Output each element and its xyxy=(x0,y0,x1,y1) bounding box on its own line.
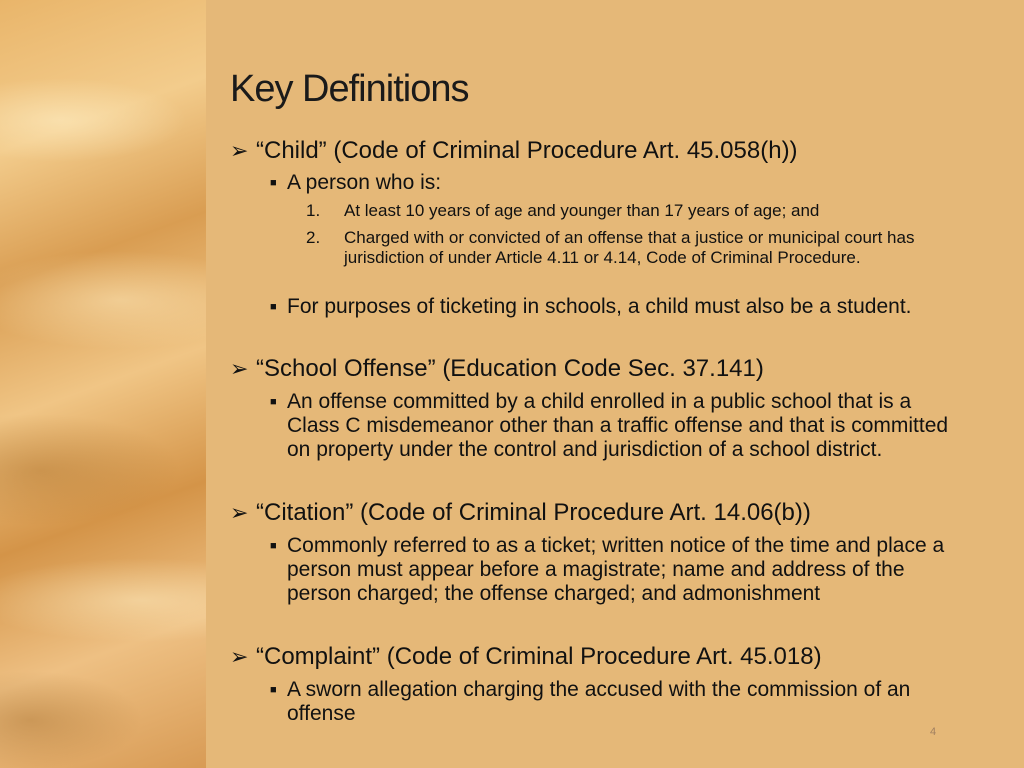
square-bullet-icon: ■ xyxy=(270,684,277,696)
arrowhead-bullet-icon: ➢ xyxy=(230,138,249,163)
square-bullet-icon: ■ xyxy=(270,301,277,313)
bullet-item: ■ Commonly referred to as a ticket; written notice of the time and place a person must appear before a magistrate; name and address of the person charged; the offense charged; and admonishment xyxy=(270,534,945,605)
definition-heading-complaint: ➢ “Complaint” (Code of Criminal Procedure Art. 45.018) xyxy=(230,643,822,670)
bullet-item: ■ For purposes of ticketing in schools, a child must also be a student. xyxy=(270,295,912,318)
definition-heading-child: ➢ “Child” (Code of Criminal Procedure Art. 45.058(h)) xyxy=(230,137,798,164)
square-bullet-icon: ■ xyxy=(270,540,277,552)
numbered-item: 1. At least 10 years of age and younger than 17 years of age; and xyxy=(306,201,820,220)
slide-title: Key Definitions xyxy=(230,68,469,110)
square-bullet-icon: ■ xyxy=(270,177,277,189)
bullet-item: ■ A person who is: xyxy=(270,171,442,194)
square-bullet-icon: ■ xyxy=(270,396,277,408)
definition-heading-school-offense: ➢ “School Offense” (Education Code Sec. 37.141) xyxy=(230,355,764,382)
numbered-item: 2. Charged with or convicted of an offense that a justice or municipal court has jurisdiction of under Article 4.11 or 4.14, Code of Criminal Procedure. xyxy=(306,228,915,267)
bullet-item: ■ A sworn allegation charging the accused with the commission of an offense xyxy=(270,678,911,725)
page-number: 4 xyxy=(930,726,937,738)
arrowhead-bullet-icon: ➢ xyxy=(230,500,249,525)
arrowhead-bullet-icon: ➢ xyxy=(230,644,249,669)
definition-heading-citation: ➢ “Citation” (Code of Criminal Procedure Art. 14.06(b)) xyxy=(230,499,811,526)
bullet-item: ■ An offense committed by a child enrolled in a public school that is a Class C misdemeanor other than a traffic offense and that is committed on property under the control and jurisdiction of a school district. xyxy=(270,390,949,461)
arrowhead-bullet-icon: ➢ xyxy=(230,356,249,381)
